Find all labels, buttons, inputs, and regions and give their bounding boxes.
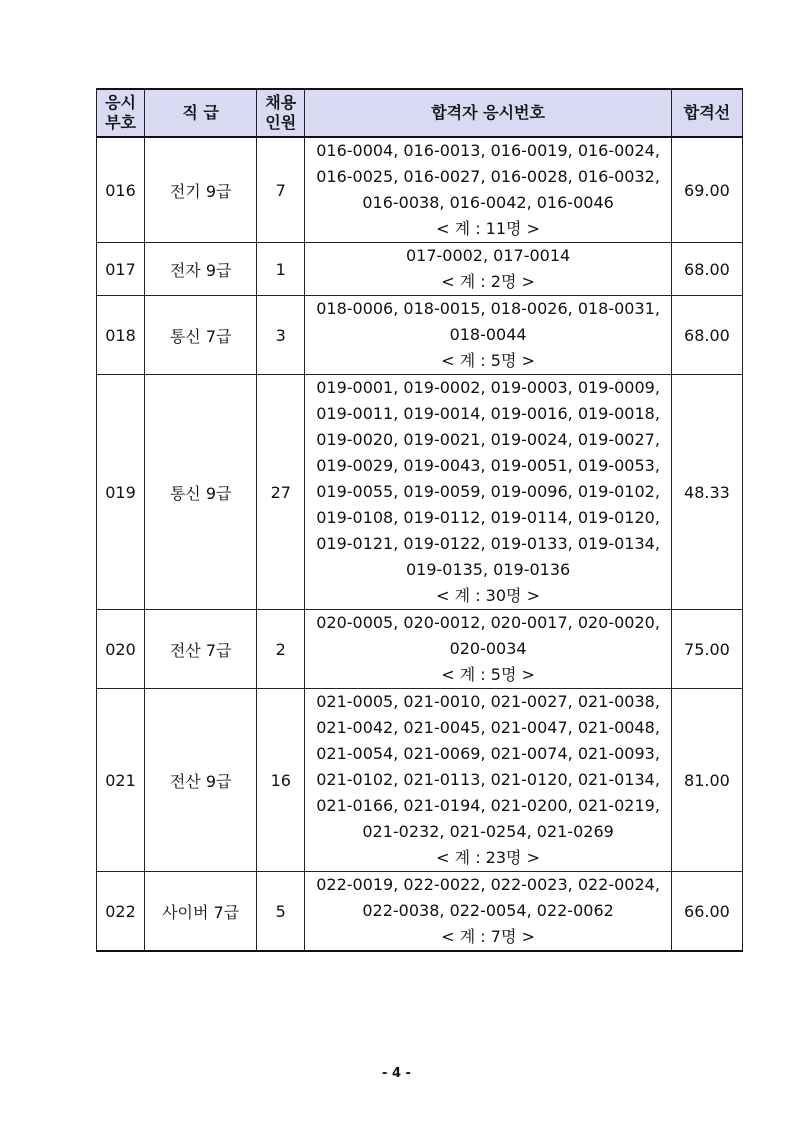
cutoff-score-cell: 75.00	[671, 610, 742, 689]
passer-numbers-line: 019-0121, 019-0122, 019-0133, 019-0134,	[316, 534, 660, 553]
header-hire-count-line1: 채용	[265, 93, 297, 112]
passer-total: < 계 : 2명 >	[441, 272, 535, 291]
passer-numbers-line: 021-0232, 021-0254, 021-0269	[362, 822, 614, 841]
results-table	[96, 88, 743, 952]
passer-numbers-line: 021-0005, 021-0010, 021-0027, 021-0038,	[316, 692, 660, 711]
header-hire-count-line2: 인원	[265, 113, 297, 132]
position-cell: 통신 7급	[145, 296, 257, 375]
hire-count-cell: 2	[257, 610, 305, 689]
passer-numbers-line: 022-0019, 022-0022, 022-0023, 022-0024,	[316, 875, 660, 894]
exam-code-cell: 022	[97, 872, 145, 952]
exam-code-cell: 020	[97, 610, 145, 689]
passer-numbers-line: 021-0102, 021-0113, 021-0120, 021-0134,	[316, 770, 660, 789]
hire-count-cell: 16	[257, 689, 305, 872]
cutoff-score-cell: 48.33	[671, 375, 742, 610]
passer-numbers-line: 022-0038, 022-0054, 022-0062	[362, 901, 614, 920]
passer-total: < 계 : 11명 >	[436, 219, 540, 238]
exam-code-cell: 021	[97, 689, 145, 872]
hire-count-cell: 1	[257, 243, 305, 296]
passer-numbers-line: 018-0006, 018-0015, 018-0026, 018-0031,	[316, 299, 660, 318]
hire-count-cell: 27	[257, 375, 305, 610]
passer-numbers-line: 021-0166, 021-0194, 021-0200, 021-0219,	[316, 796, 660, 815]
position-cell: 통신 9급	[145, 375, 257, 610]
passer-numbers-line: 021-0054, 021-0069, 021-0074, 021-0093,	[316, 744, 660, 763]
passer-numbers-cell	[305, 296, 672, 375]
passer-numbers-line: 020-0005, 020-0012, 020-0017, 020-0020,	[316, 613, 660, 632]
table-row	[97, 243, 743, 296]
table-row	[97, 137, 743, 243]
table-row	[97, 375, 743, 610]
passer-numbers-line: 019-0108, 019-0112, 019-0114, 019-0120,	[316, 508, 660, 527]
passer-numbers-cell	[305, 243, 672, 296]
position-cell: 전자 9급	[145, 243, 257, 296]
passer-numbers-cell	[305, 137, 672, 243]
hire-count-cell: 3	[257, 296, 305, 375]
cutoff-score-cell: 69.00	[671, 137, 742, 243]
table-header-row	[97, 89, 743, 137]
header-exam-code-line1: 응시	[105, 93, 136, 112]
header-exam-code	[97, 89, 145, 137]
passer-total: < 계 : 7명 >	[441, 927, 535, 946]
table-row	[97, 872, 743, 952]
header-passer-numbers: 합격자 응시번호	[305, 89, 672, 137]
table-row	[97, 296, 743, 375]
cutoff-score-cell: 68.00	[671, 296, 742, 375]
header-hire-count	[257, 89, 305, 137]
exam-code-cell: 017	[97, 243, 145, 296]
passer-total: < 계 : 5명 >	[441, 665, 535, 684]
cutoff-score-cell: 68.00	[671, 243, 742, 296]
header-position: 직 급	[145, 89, 257, 137]
page-number: - 4 -	[382, 1066, 411, 1081]
results-table-body	[97, 137, 743, 951]
table-row	[97, 689, 743, 872]
table-row	[97, 610, 743, 689]
exam-code-cell: 016	[97, 137, 145, 243]
header-exam-code-line2: 부호	[105, 113, 136, 132]
passer-numbers-line: 019-0135, 019-0136	[405, 560, 571, 579]
passer-numbers-line: 016-0004, 016-0013, 016-0019, 016-0024,	[316, 141, 660, 160]
passer-numbers-line: 016-0038, 016-0042, 016-0046	[362, 193, 614, 212]
exam-code-cell: 018	[97, 296, 145, 375]
hire-count-cell: 5	[257, 872, 305, 952]
position-cell: 전산 7급	[145, 610, 257, 689]
passer-numbers-cell	[305, 610, 672, 689]
passer-numbers-line: 019-0011, 019-0014, 019-0016, 019-0018,	[316, 404, 660, 423]
passer-total: < 계 : 23명 >	[436, 848, 540, 867]
passer-total: < 계 : 5명 >	[441, 351, 535, 370]
passer-numbers-line: 016-0025, 016-0027, 016-0028, 016-0032,	[316, 167, 660, 186]
position-cell: 전산 9급	[145, 689, 257, 872]
passer-numbers-line: 019-0001, 019-0002, 019-0003, 019-0009,	[316, 378, 660, 397]
passer-numbers-cell	[305, 375, 672, 610]
position-cell: 전기 9급	[145, 137, 257, 243]
passer-total: < 계 : 30명 >	[436, 586, 540, 605]
hire-count-cell: 7	[257, 137, 305, 243]
passer-numbers-line: 018-0044	[449, 325, 527, 344]
passer-numbers-line: 017-0002, 017-0014	[405, 246, 571, 265]
cutoff-score-cell: 81.00	[671, 689, 742, 872]
exam-code-cell: 019	[97, 375, 145, 610]
passer-numbers-line: 021-0042, 021-0045, 021-0047, 021-0048,	[316, 718, 660, 737]
passer-numbers-line: 020-0034	[449, 639, 527, 658]
passer-numbers-line: 019-0020, 019-0021, 019-0024, 019-0027,	[316, 430, 660, 449]
header-cutoff-score: 합격선	[671, 89, 742, 137]
passer-numbers-cell	[305, 689, 672, 872]
cutoff-score-cell: 66.00	[671, 872, 742, 952]
passer-numbers-line: 019-0029, 019-0043, 019-0051, 019-0053,	[316, 456, 660, 475]
passer-numbers-line: 019-0055, 019-0059, 019-0096, 019-0102,	[316, 482, 660, 501]
position-cell: 사이버 7급	[145, 872, 257, 952]
passer-numbers-cell	[305, 872, 672, 952]
